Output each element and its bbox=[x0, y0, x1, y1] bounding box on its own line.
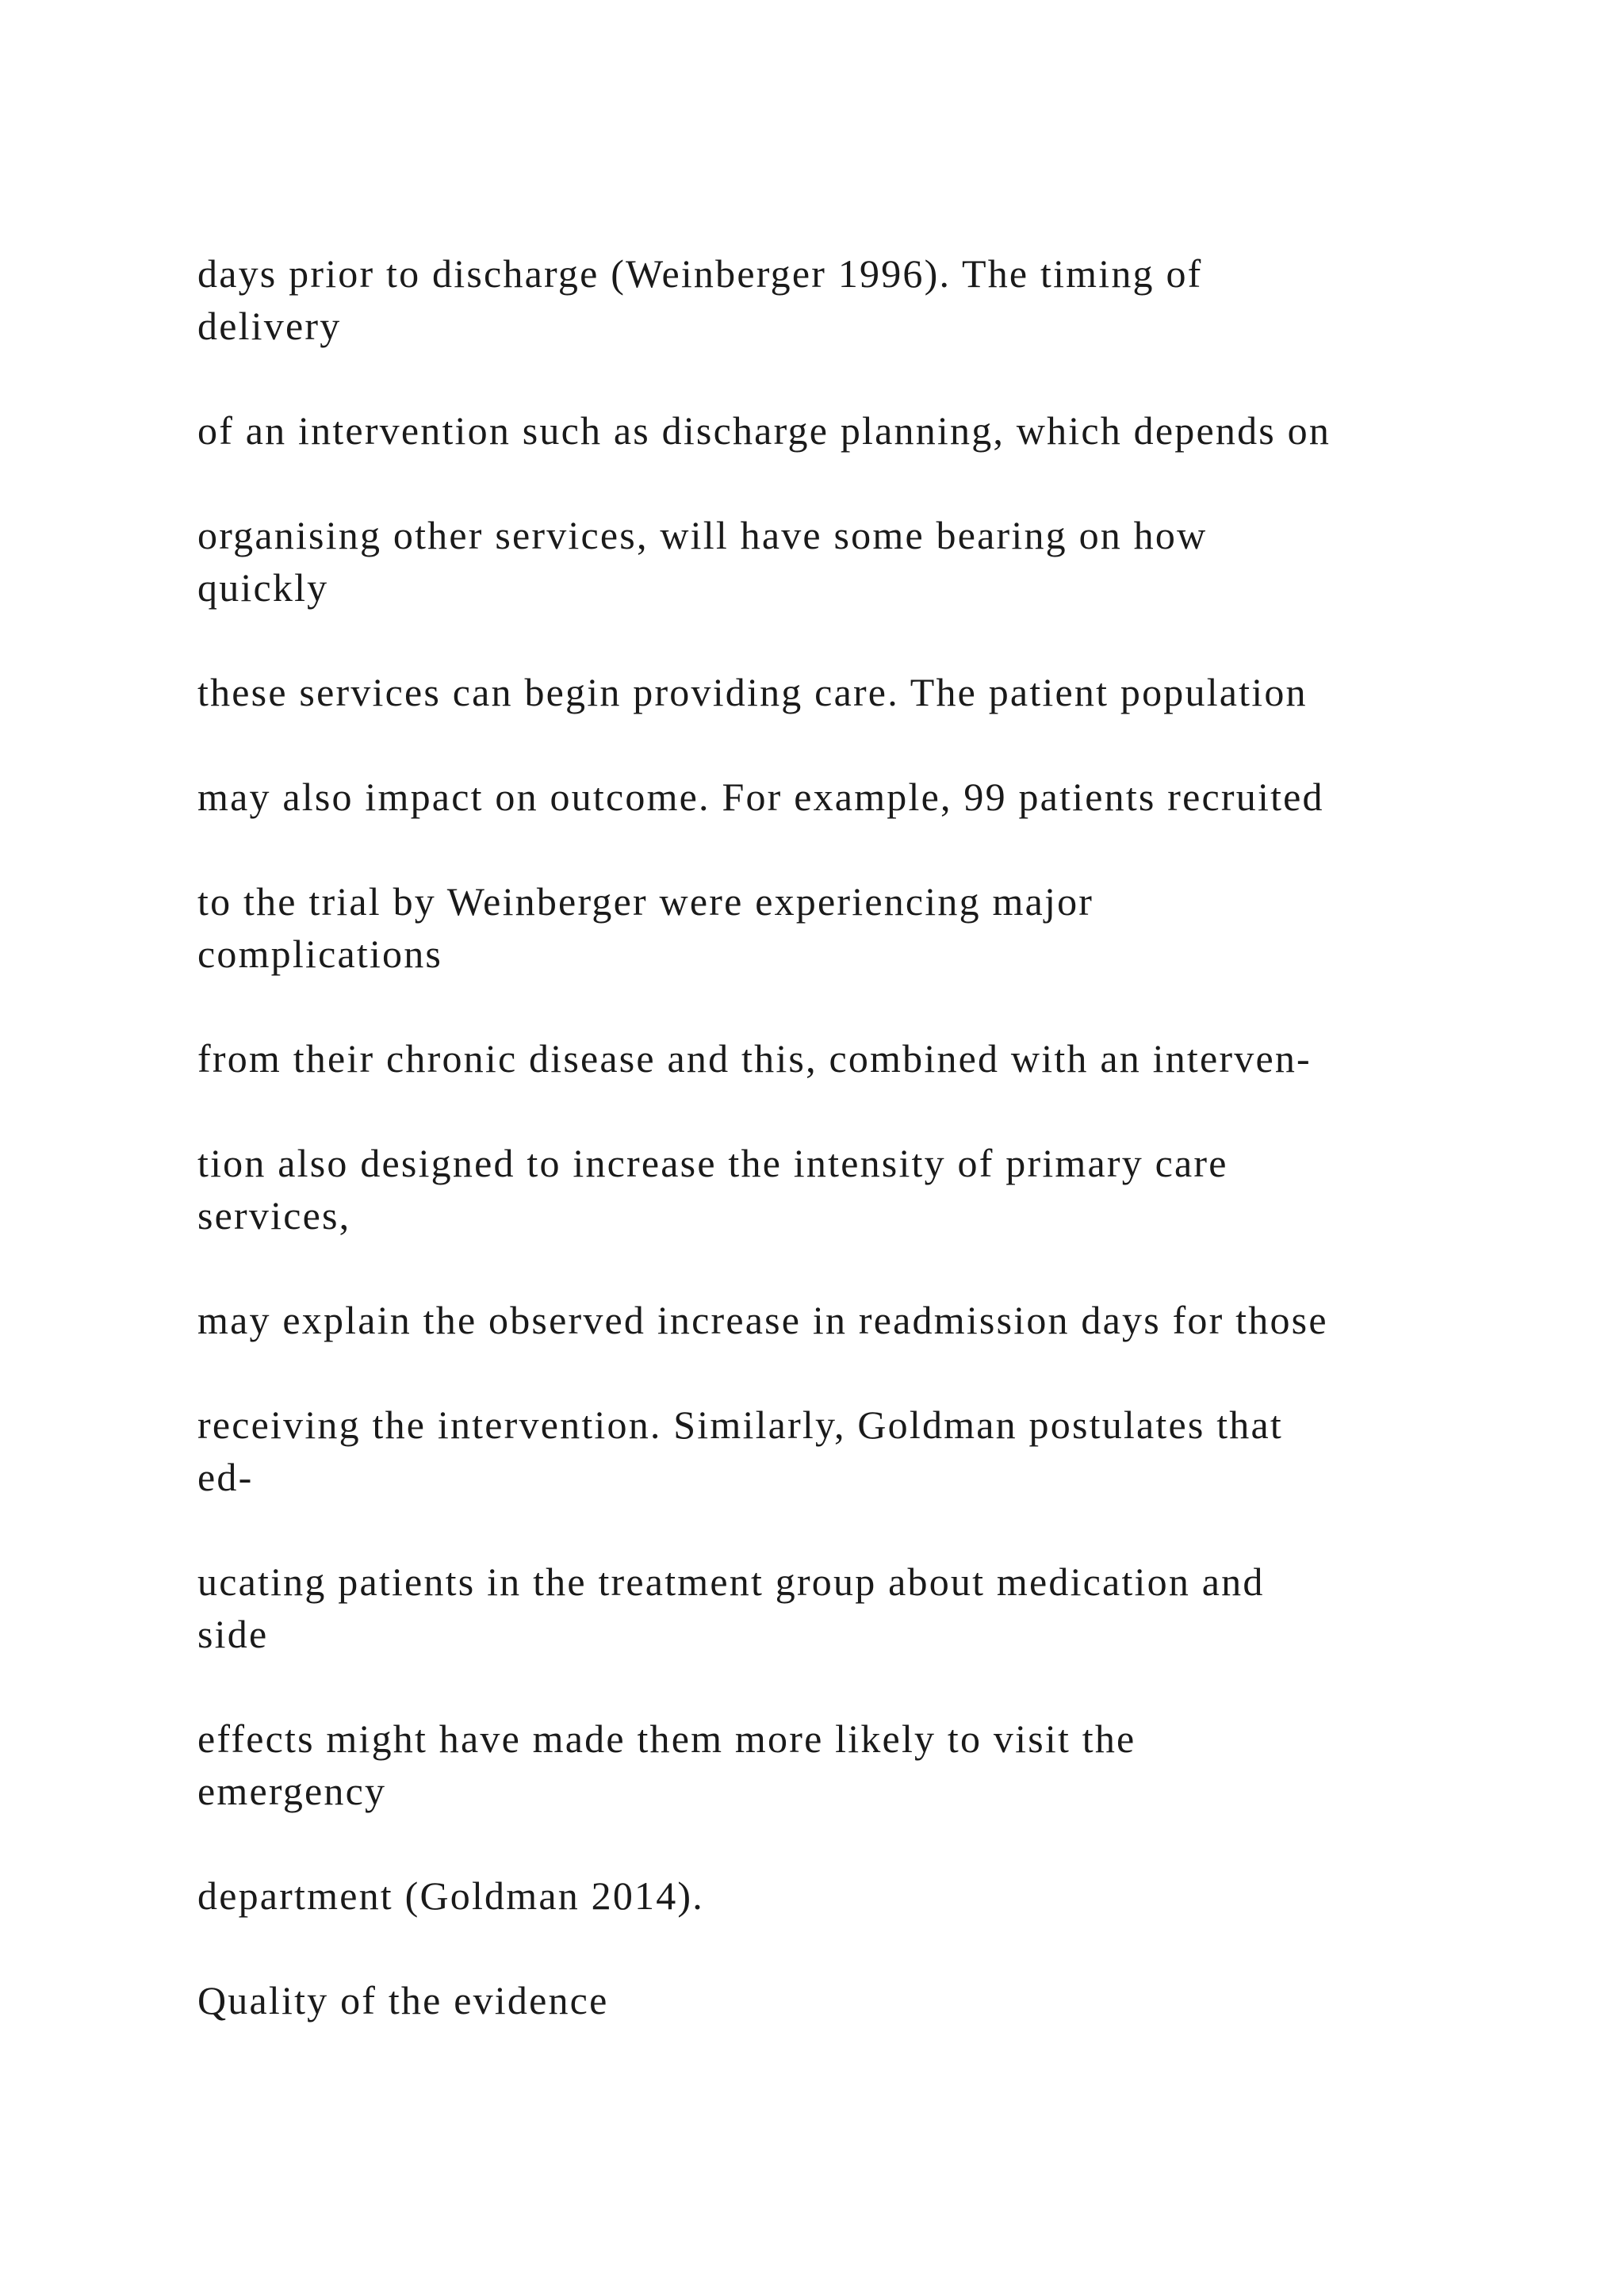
paragraph: organising other services, will have some bearing on how quickly bbox=[197, 513, 1208, 610]
paragraph: department (Goldman 2014). bbox=[197, 1873, 704, 1918]
paragraph: ucating patients in the treatment group about medication and side bbox=[197, 1559, 1265, 1656]
paragraph: from their chronic disease and this, combined with an interven- bbox=[197, 1036, 1312, 1081]
paragraph: effects might have made them more likely to visit the emergency bbox=[197, 1716, 1136, 1813]
body-text bbox=[197, 247, 1498, 2026]
paragraph: may explain the observed increase in readmission days for those bbox=[197, 1298, 1328, 1342]
paragraph: tion also designed to increase the intensity of primary care services, bbox=[197, 1141, 1228, 1238]
paragraph: receiving the intervention. Similarly, Goldman postulates that ed- bbox=[197, 1402, 1283, 1499]
paragraph: of an intervention such as discharge planning, which depends on bbox=[197, 408, 1331, 453]
paragraph: days prior to discharge (Weinberger 1996). The timing of delivery bbox=[197, 251, 1203, 348]
paragraph: to the trial by Weinberger were experiencing major complications bbox=[197, 879, 1094, 976]
section-heading: Quality of the evidence bbox=[197, 1978, 609, 2022]
paragraph: these services can begin providing care. The patient population bbox=[197, 670, 1308, 714]
paragraph: may also impact on outcome. For example, 99 patients recruited bbox=[197, 775, 1324, 819]
